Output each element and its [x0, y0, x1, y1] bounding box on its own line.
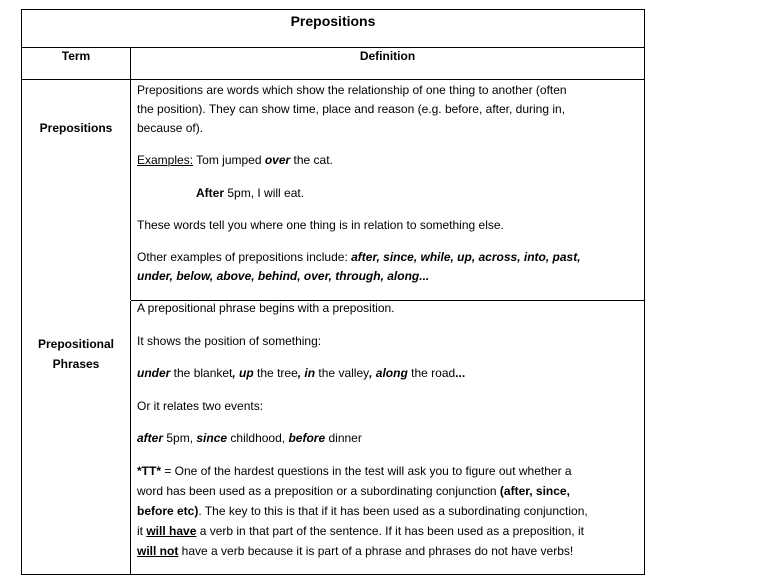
event-preposition: after: [137, 431, 164, 445]
tip-bold-text: will have: [146, 524, 197, 538]
def-line: the position). They can show time, place and reason (e.g. before, after, during in,: [137, 102, 566, 116]
preposition-list: under, below, above, behind, over, through, along...: [137, 269, 430, 283]
tip-text: have a verb because it is part of a phrase and phrases do not have verbs!: [178, 544, 574, 558]
tip-line: [137, 522, 584, 540]
tip-bold-text: before etc): [137, 504, 199, 518]
tip-text: it: [137, 524, 147, 538]
tip-line: [137, 502, 588, 520]
example-text: Tom jumped: [193, 153, 265, 167]
term-label: Phrases: [52, 357, 100, 371]
prepositions-table: [21, 9, 645, 575]
tip-text: word has been used as a preposition or a subordinating conjunction: [137, 484, 500, 498]
definition-cell-prepositional-phrases: [131, 301, 644, 574]
event-examples-line: [137, 429, 362, 447]
event-text: childhood,: [227, 431, 289, 445]
def-line: A prepositional phrase begins with a preposition.: [137, 301, 395, 315]
phrase-preposition: , along: [369, 366, 408, 380]
def-line: It shows the position of something:: [137, 334, 322, 348]
def-line: Or it relates two events:: [137, 399, 264, 413]
table-title: Prepositions: [22, 10, 644, 48]
example-text: the cat.: [290, 153, 333, 167]
tip-text: . The key to this is that if it has been used as a subordinating conjunction,: [198, 504, 588, 518]
example-preposition: After: [196, 186, 225, 200]
tip-line: [137, 462, 572, 480]
phrase-text: the valley: [315, 366, 370, 380]
example-text: 5pm, I will eat.: [224, 186, 305, 200]
def-line: These words tell you where one thing is in relation to something else.: [137, 218, 504, 232]
term-label: Prepositional: [37, 337, 114, 351]
tip-text: a verb in that part of the sentence. If it has been used as a preposition, it: [196, 524, 584, 538]
phrase-ellipsis: ...: [455, 366, 466, 380]
phrase-text: the tree: [253, 366, 298, 380]
tip-line: [137, 482, 570, 500]
definition-header: Definition: [359, 49, 416, 63]
definition-cell-prepositions: [131, 80, 644, 301]
tip-line: [137, 542, 573, 560]
term-cell-prepositions: [22, 80, 131, 300]
phrase-preposition: , up: [232, 366, 254, 380]
def-text: Other examples of prepositions include:: [137, 250, 352, 264]
event-preposition: since: [196, 431, 228, 445]
example-line: [137, 151, 333, 169]
term-cell-prepositional-phrases: [22, 301, 131, 574]
phrase-text: the blanket: [170, 366, 233, 380]
phrase-text: the road: [407, 366, 456, 380]
example-preposition: over: [264, 153, 291, 167]
def-line: [137, 267, 429, 285]
header-row: [22, 47, 644, 80]
event-preposition: before: [288, 431, 326, 445]
example-line: [196, 184, 304, 202]
tip-label: *TT*: [137, 464, 161, 478]
event-text: dinner: [325, 431, 362, 445]
tip-bold-text: (after, since,: [499, 484, 570, 498]
def-line: Prepositions are words which show the relationship of one thing to another (often: [137, 83, 567, 97]
tip-bold-text: will not: [137, 544, 179, 558]
term-label: Prepositions: [39, 121, 113, 135]
phrase-preposition: under: [137, 366, 171, 380]
event-text: 5pm,: [163, 431, 197, 445]
phrase-preposition: , in: [297, 366, 316, 380]
preposition-list: after, since, while, up, across, into, past,: [351, 250, 581, 264]
tip-text: = One of the hardest questions in the test will ask you to figure out whether a: [161, 464, 572, 478]
def-line: because of).: [137, 121, 204, 135]
phrase-examples-line: [137, 364, 465, 382]
examples-label: Examples:: [137, 153, 194, 167]
term-header: Term: [22, 47, 131, 79]
def-line: [137, 248, 581, 266]
